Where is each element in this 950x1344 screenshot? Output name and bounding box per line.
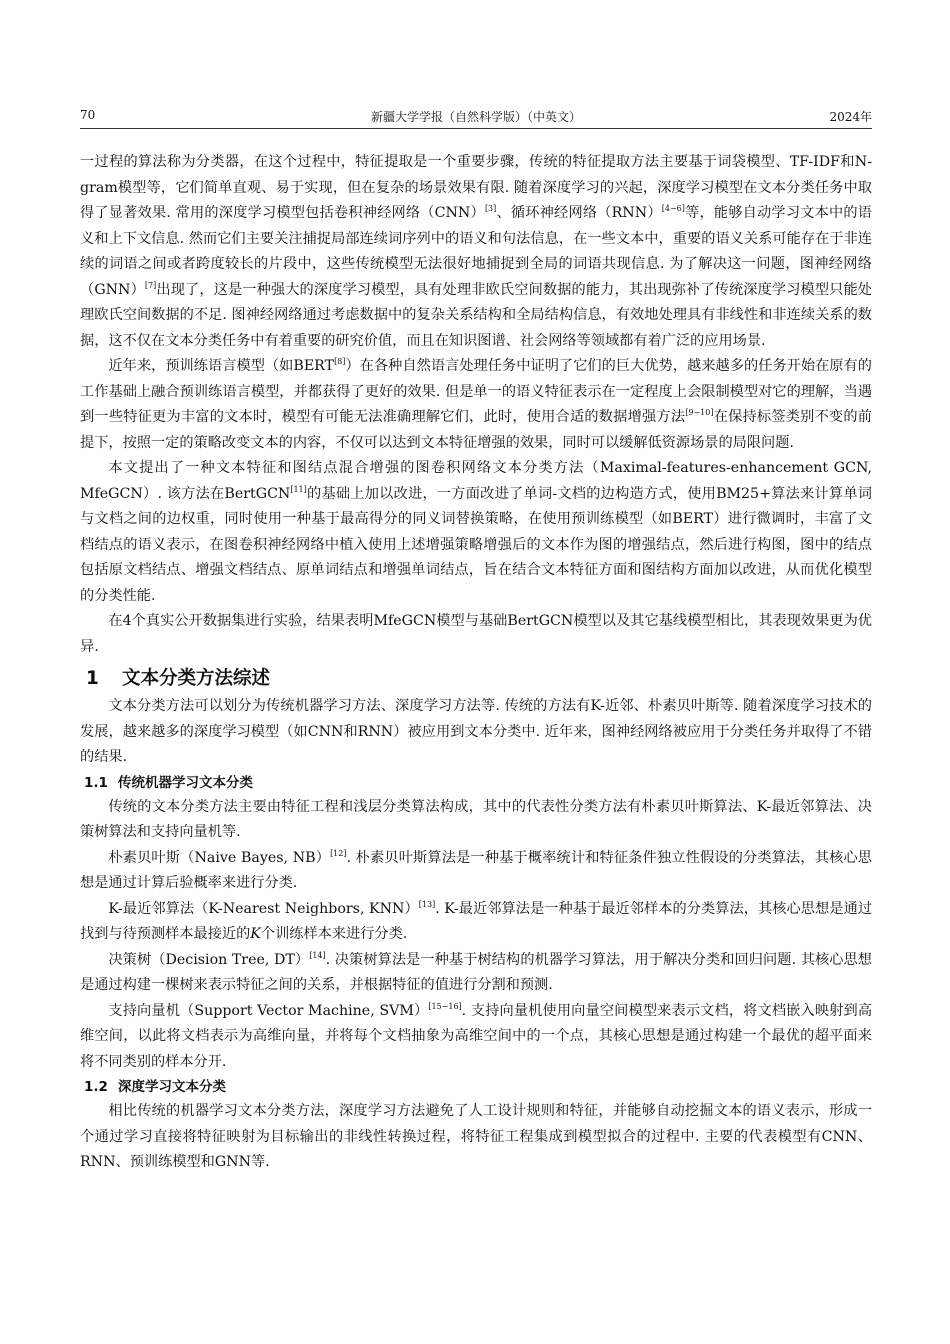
citation[interactable]: [12] [330, 848, 347, 858]
paragraph-intro-continued: 一过程的算法称为分类器，在这个过程中，特征提取是一个重要步骤，传统的特征提取方法主要基于词袋模型、TF-IDF和N-gram模型等，它们简单直观、易于实现，但在复杂的场景效果有限. 随着深度学习的兴起，深度学习模型在文本分类任务中取得了显著效果. 常用的深度学习模型包括卷积神经网络（CNN）[3]、循环神经网络（RNN）[4−6]等，能够自动学习文本中的语义和上下文信息. 然而它们主要关注捕捉局部连续词序列中的语义和句法信息，在一些文本中，重要的语义关系可能存在于非连续的词语之间或者跨度较长的片段中，这些传统模型无法很好地捕捉到全局的词语共现信息. 为了解决这一问题，图神经网络（GNN）[7]出现了，这是一种强大的深度学习模型，具有处理非欧氏空间数据的能力，其出现弥补了传统深度学习模型只能处理欧氏空间数据的不足. 图神经网络通过考虑数据中的复杂关系结构和全局结构信息，有效地处理具有非线性和非连续关系的数据，这不仅在文本分类任务中有着重要的研究价值，而且在知识图谱、社会网络等领域都有着广泛的应用场景. [80, 154, 872, 349]
citation[interactable]: [14] [309, 950, 326, 960]
math-variable-k: K [250, 926, 261, 942]
subsection-heading-1-2 [80, 1076, 872, 1099]
page-number: 70 [80, 108, 96, 122]
subsection-number: 1.2 [84, 1079, 108, 1095]
publication-year: 2024年 [829, 110, 872, 124]
paragraph-method-overview: 文本分类方法可以划分为传统机器学习方法、深度学习方法等. 传统的方法有K-近邻、朴素贝叶斯等. 随着深度学习技术的发展，越来越多的深度学习模型（如CNN和RNN）被应用到文本分类中. 近年来，图神经网络被应用于分类任务并取得了不错的结果. [80, 698, 872, 765]
running-header [80, 108, 872, 129]
paragraph-proposed-method: 本文提出了一种文本特征和图结点混合增强的图卷积网络文本分类方法（Maximal-features-enhancement GCN, MfeGCN）. 该方法在BertGCN[11]的基础上加以改进，一方面改进了单词-文档的边构造方式，使用BM25+算法来计算单词与文档之间的边权重，同时使用一种基于最高得分的同义词替换策略，在使用预训练模型（如BERT）进行微调时，丰富了文档结点的语义表示，在图卷积神经网络中植入使用上述增强策略增强后的文本作为图的增强结点，然后进行构图，图中的结点包括原文档结点、增强文档结点、原单词结点和增强单词结点，旨在结合文本特征方面和图结构方面加以改进，从而优化模型的分类性能. [80, 460, 872, 604]
citation[interactable]: [4−6] [661, 204, 685, 213]
citation[interactable]: [8] [334, 357, 346, 366]
subsection-number: 1.1 [84, 774, 108, 791]
citation[interactable]: [15−16] [428, 1001, 462, 1011]
subsection-heading-1-1 [80, 772, 872, 795]
article-body [80, 150, 872, 1176]
paragraph-decision-tree: 决策树（Decision Tree, DT）[14]. 决策树算法是一种基于树结构的机器学习算法，用于解决分类和回归问题. 其核心思想是通过构建一棵树来表示特征之间的关系，并根据特征的值进行分割和预测. [80, 950, 872, 993]
citation[interactable]: [13] [418, 899, 436, 909]
citation[interactable]: [11] [290, 484, 307, 494]
citation[interactable]: [3] [484, 204, 497, 213]
subsection-title: 深度学习文本分类 [118, 1079, 226, 1095]
paragraph-traditional-methods: 传统的文本分类方法主要由特征工程和浅层分类算法构成，其中的代表性分类方法有朴素贝叶斯算法、K-最近邻算法、决策树算法和支持向量机等. [80, 798, 872, 840]
paragraph-knn: K-最近邻算法（K-Nearest Neighbors, KNN）[13]. K-最近邻算法是一种基于最近邻样本的分类算法，其核心思想是通过找到与待预测样本最接近的K个训练样本来进行分类. [80, 899, 873, 942]
paragraph-experiment-summary: 在4个真实公开数据集进行实验，结果表明MfeGCN模型与基础BertGCN模型以及其它基线模型相比，其表现效果更为优异. [80, 613, 872, 655]
section-heading-1 [80, 664, 872, 694]
paragraph-pretrained-models: 近年来，预训练语言模型（如BERT[8]）在各种自然语言处理任务中证明了它们的巨大优势，越来越多的任务开始在原有的工作基础上融合预训练语言模型，并都获得了更好的效果. 但是单一的语义特征表示在一定程度上会限制模型对它的理解，当遇到一些特征更为丰富的文本时，模型有可能无法准确理解它们，此时，使用合适的数据增强方法[9−10]在保持标签类别不变的前提下，按照一定的策略改变文本的内容，不仅可以达到文本特征增强的效果，同时可以缓解低资源场景的局限问题. [80, 357, 872, 451]
section-title: 文本分类方法综述 [122, 668, 271, 689]
subsection-title: 传统机器学习文本分类 [118, 774, 253, 791]
paragraph-deep-learning: 相比传统的机器学习文本分类方法，深度学习方法避免了人工设计规则和特征，并能够自动挖掘文本的语义表示，形成一个通过学习直接将特征映射为目标输出的非线性转换过程，将特征工程集成到模型拟合的过程中. 主要的代表模型有CNN、RNN、预训练模型和GNN等. [80, 1103, 872, 1170]
paragraph-naive-bayes: 朴素贝叶斯（Naive Bayes, NB）[12]. 朴素贝叶斯算法是一种基于概率统计和特征条件独立性假设的分类算法，其核心思想是通过计算后验概率来进行分类. [80, 848, 872, 891]
section-number: 1 [86, 668, 99, 689]
journal-title: 新疆大学学报（自然科学版）（中英文） [370, 110, 581, 124]
citation[interactable]: [9−10] [685, 408, 714, 417]
citation[interactable]: [7] [144, 280, 157, 290]
paragraph-svm: 支持向量机（Support Vector Machine, SVM）[15−16]. 支持向量机使用向量空间模型来表示文档，将文档嵌入映射到高维空间，以此将文档表示为高维向量，并将每个文档抽象为高维空间中的一个点，其核心思想是通过构建一个最优的超平面来将不同类别的样本分开. [80, 1001, 873, 1070]
